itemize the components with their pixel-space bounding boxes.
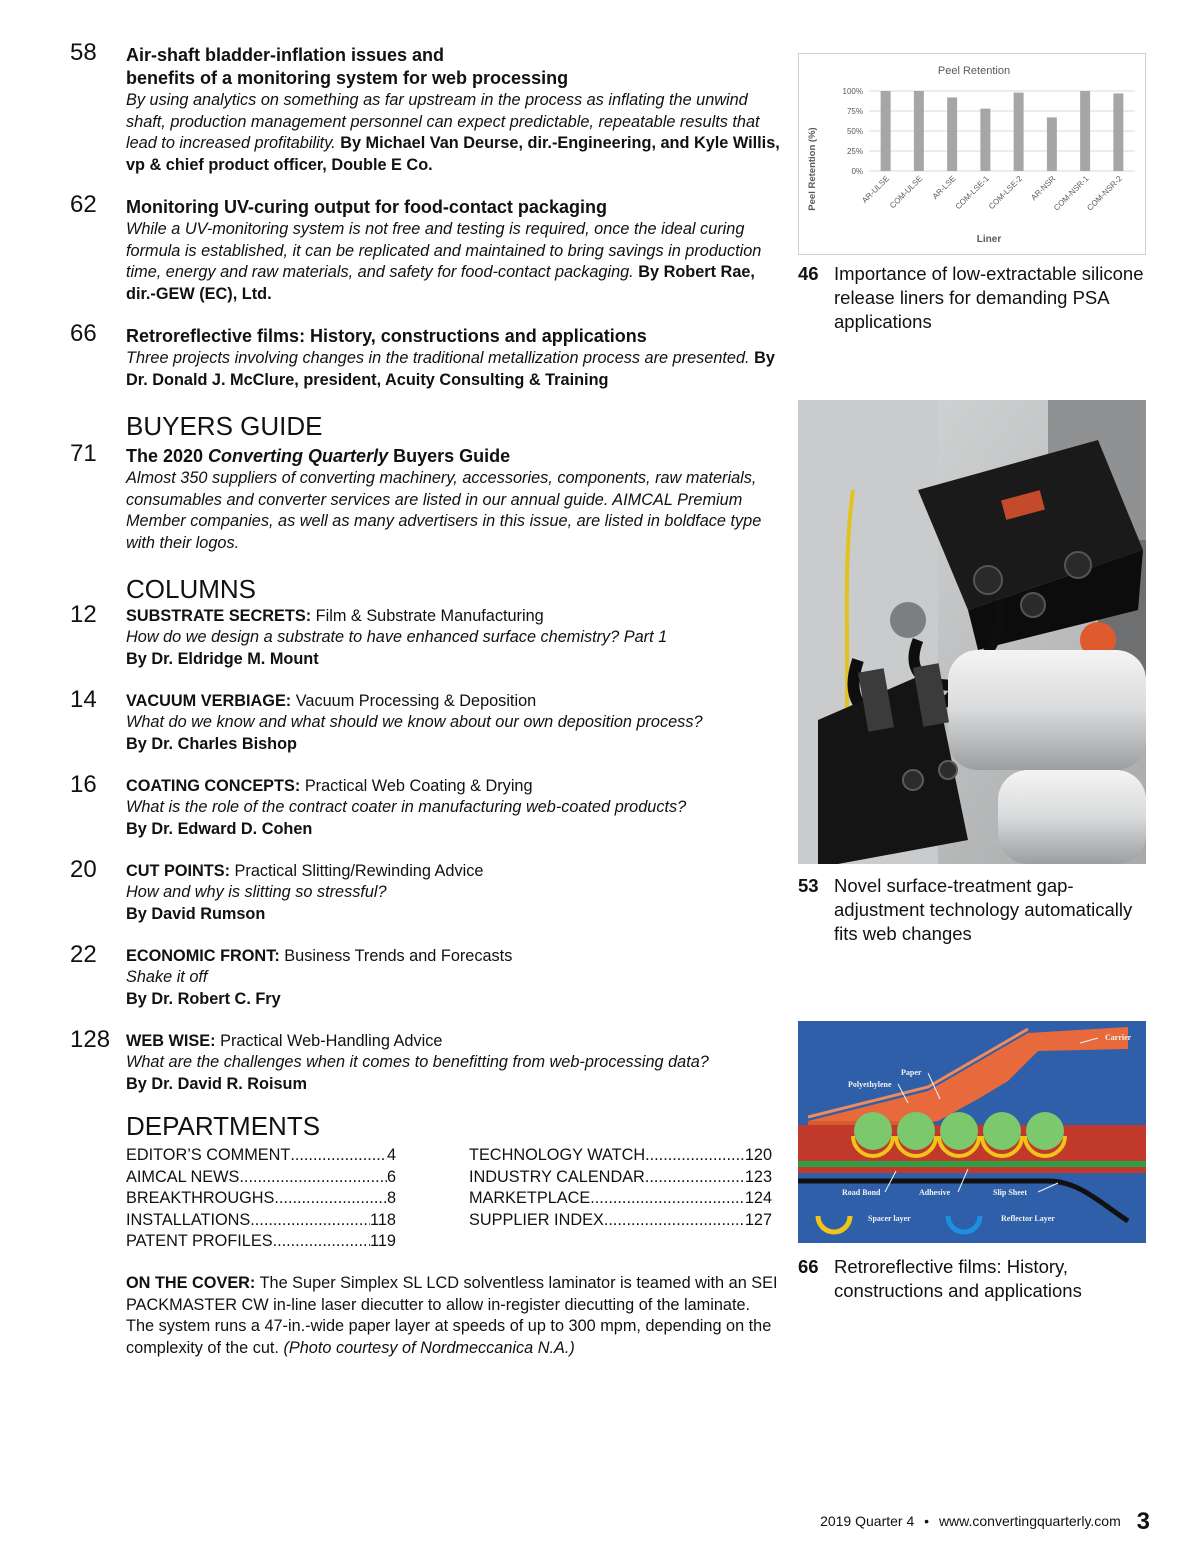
chart-bar — [1113, 93, 1123, 171]
label-adhesive: Adhesive — [919, 1188, 951, 1197]
feature-entry-66[interactable] — [70, 320, 780, 391]
caption-page-number: 66 — [798, 1256, 819, 1277]
buyers-guide-entry[interactable] — [70, 440, 780, 554]
caption-text: Importance of low-extractable silicone release liners for demanding PSA applications — [834, 263, 1144, 332]
beads — [854, 1112, 1064, 1150]
page-number: 20 — [70, 856, 97, 883]
page-number: 62 — [70, 191, 97, 218]
chart-xtick-label: COM-ULSE — [888, 174, 925, 211]
feature-entry-58[interactable] — [70, 39, 780, 176]
chart-xlabel: Liner — [976, 234, 1002, 245]
feature-title[interactable]: Monitoring UV-curing output for food-contact packaging — [126, 197, 607, 217]
label-polyethylene: Polyethylene — [848, 1080, 892, 1089]
departments-list — [126, 1145, 780, 1255]
column-heading[interactable]: COATING CONCEPTS: Practical Web Coating & Drying — [126, 777, 533, 795]
chart-ylabel: Peel Retention (%) — [807, 127, 818, 211]
column-author: By Dr. David R. Roisum — [126, 1074, 307, 1093]
chart-xtick-label: COM-NSR-2 — [1085, 174, 1124, 213]
chart-xtick-label: COM-LSE-1 — [953, 174, 991, 212]
retroreflective-layers-diagram — [798, 1021, 1146, 1243]
caption-text: Novel surface-treatment gap-adjustment technology automatically fits web changes — [834, 875, 1133, 944]
column-heading[interactable]: ECONOMIC FRONT: Business Trends and Forecasts — [126, 947, 513, 965]
cover-description: ON THE COVER: The Super Simplex SL LCD solventless laminator is teamed with an SEI PACKMASTER CW in-line laser diecutter to allow in-register diecutting of the laminate. The system runs a 47-in.-wide paper layer at speeds of up to 300 mpm, depending on the complexity of the cut. (Photo courtesy of Nordmeccanica N.A.) — [126, 1274, 778, 1357]
column-entry[interactable] — [70, 1026, 780, 1095]
column-author: By Dr. Robert C. Fry — [126, 989, 281, 1008]
chart-bar — [914, 91, 924, 171]
page-number: 22 — [70, 941, 97, 968]
column-question: What are the challenges when it comes to benefitting from web-processing data? — [126, 1053, 709, 1071]
peel-retention-chart — [798, 53, 1146, 255]
website-link[interactable]: www.convertingquarterly.com — [938, 1513, 1121, 1529]
label-paper: Paper — [901, 1068, 922, 1077]
chart-xtick-label: AR-LSE — [930, 174, 958, 201]
column-author: By Dr. Edward D. Cohen — [126, 819, 313, 838]
chart-bar — [881, 91, 891, 171]
column-question: Shake it off — [126, 968, 208, 986]
department-item[interactable]: BREAKTHROUGHS ..... 8 — [126, 1188, 396, 1210]
department-item[interactable]: EDITOR’S COMMENT ..... 4 — [126, 1145, 396, 1167]
chart-xtick-label: AR-NSR — [1029, 174, 1058, 203]
chart-ytick-label: 50% — [846, 127, 863, 136]
column-question: How and why is slitting so stressful? — [126, 883, 387, 901]
buyers-guide-title[interactable]: The 2020 Converting Quarterly Buyers Guide — [126, 446, 511, 466]
column-entry[interactable] — [70, 856, 780, 925]
issue-label: 2019 Quarter 4 — [820, 1513, 915, 1529]
page-number: 14 — [70, 686, 97, 713]
column-heading[interactable]: CUT POINTS: Practical Slitting/Rewinding Advice — [126, 862, 484, 880]
department-item[interactable]: AIMCAL NEWS ..... 6 — [126, 1167, 396, 1189]
chart-svg — [799, 54, 1145, 254]
caption-53[interactable] — [798, 874, 1158, 946]
cover-label: ON THE COVER: — [126, 1274, 256, 1292]
department-item[interactable]: MARKETPLACE ..... 124 — [469, 1188, 772, 1210]
department-item[interactable]: INSTALLATIONS ..... 118 — [126, 1210, 396, 1232]
column-entry[interactable] — [70, 941, 780, 1010]
label-spacer: Spacer layer — [868, 1214, 911, 1223]
section-heading-buyers-guide: BUYERS GUIDE — [126, 411, 323, 441]
caption-page-number: 53 — [798, 875, 819, 896]
column-question: What do we know and what should we know about our own deposition process? — [126, 713, 703, 731]
column-heading[interactable]: VACUUM VERBIAGE: Vacuum Processing & Deposition — [126, 692, 537, 710]
feature-description: By using analytics on something as far upstream in the process as inflating the unwind shaft, production management personnel can expect predictable, repeatable results that lead to increased profitability. By Michael Van Deurse, dir.-Engineering, and Kyle Willis, vp & chief product officer, Double E Co. — [126, 91, 780, 174]
feature-description: While a UV-monitoring system is not free and testing is required, once the ideal curing formula is established, it can be replicated and maintained to bring savings in production time, energy and raw materials, and safety for food-contact packaging. By Robert Rae, dir.-GEW (EC), Ltd. — [126, 220, 762, 303]
department-item[interactable]: SUPPLIER INDEX ..... 127 — [469, 1210, 772, 1232]
contents-left-column — [70, 39, 780, 1359]
column-entry[interactable] — [70, 686, 780, 755]
department-item[interactable]: INDUSTRY CALENDAR ..... 123 — [469, 1167, 772, 1189]
feature-title[interactable]: Retroreflective films: History, constructions and applications — [126, 326, 647, 346]
chart-title: Peel Retention — [937, 65, 1011, 77]
column-author: By David Rumson — [126, 904, 266, 923]
section-heading-departments: DEPARTMENTS — [126, 1111, 321, 1141]
page-number: 128 — [70, 1026, 111, 1053]
column-question: What is the role of the contract coater in manufacturing web-coated products? — [126, 798, 687, 816]
buyers-guide-description: Almost 350 suppliers of converting machinery, accessories, components, raw materials, consumables and converter services are listed in our annual guide. AIMCAL Premium Member companies, as well as many advertisers in this issue, are listed in boldface type with their logos. — [126, 469, 762, 552]
feature-title[interactable]: Air-shaft bladder-inflation issues and benefits of a monitoring system for web processing — [126, 45, 569, 88]
feature-description: Three projects involving changes in the traditional metallization process are presented. By Dr. Donald J. McClure, president, Acuity Consulting & Training — [126, 349, 775, 389]
caption-66[interactable] — [798, 1255, 1158, 1303]
page-number: 58 — [70, 39, 97, 66]
feature-entry-62[interactable] — [70, 191, 780, 305]
caption-text: Retroreflective films: History, constructions and applications — [834, 1256, 1082, 1301]
chart-ytick-label: 0% — [851, 167, 863, 176]
chart-ytick-label: 75% — [846, 107, 863, 116]
column-entry[interactable] — [70, 601, 780, 670]
chart-xtick-label: COM-NSR-1 — [1052, 174, 1091, 213]
machine-photo-illustration — [798, 400, 1146, 864]
chart-bar — [947, 97, 957, 171]
department-item[interactable]: TECHNOLOGY WATCH ..... 120 — [469, 1145, 772, 1167]
page-number: 12 — [70, 601, 97, 628]
chart-xtick-label: AR-ULSE — [860, 174, 892, 205]
page-number: 71 — [70, 440, 97, 467]
chart-bar — [980, 109, 990, 171]
adhesive-layer — [798, 1161, 1146, 1167]
column-heading[interactable]: WEB WISE: Practical Web-Handling Advice — [126, 1032, 443, 1050]
chart-bar — [1047, 117, 1057, 171]
column-question: How do we design a substrate to have enhanced surface chemistry? Part 1 — [126, 628, 668, 646]
column-entry[interactable] — [70, 771, 780, 840]
label-road-bond: Road Bond — [842, 1188, 881, 1197]
caption-46[interactable] — [798, 262, 1158, 334]
page-footer — [0, 1508, 1150, 1536]
column-author: By Dr. Eldridge M. Mount — [126, 649, 319, 668]
caption-page-number: 46 — [798, 263, 819, 284]
columns-list — [70, 601, 780, 1095]
label-reflector: Reflector Layer — [1001, 1214, 1055, 1223]
chart-bar — [1014, 93, 1024, 171]
page-number: 3 — [1136, 1508, 1150, 1535]
treater-photo — [798, 400, 1146, 864]
chart-ytick-label: 100% — [842, 87, 863, 96]
footer-bullet: • — [924, 1513, 930, 1529]
column-author: By Dr. Charles Bishop — [126, 734, 298, 753]
label-slip-sheet: Slip Sheet — [993, 1188, 1028, 1197]
label-carrier: Carrier — [1105, 1033, 1132, 1042]
page-number: 16 — [70, 771, 97, 798]
chart-bar — [1080, 91, 1090, 171]
chart-xtick-label: COM-LSE-2 — [986, 174, 1025, 212]
section-heading-columns: COLUMNS — [126, 574, 257, 604]
retroreflective-diagram — [798, 1021, 1146, 1243]
column-heading[interactable]: SUBSTRATE SECRETS: Film & Substrate Manufacturing — [126, 607, 544, 625]
chart-ytick-label: 25% — [846, 147, 863, 156]
department-item[interactable]: PATENT PROFILES ..... 119 — [126, 1231, 396, 1253]
page-number: 66 — [70, 320, 97, 347]
